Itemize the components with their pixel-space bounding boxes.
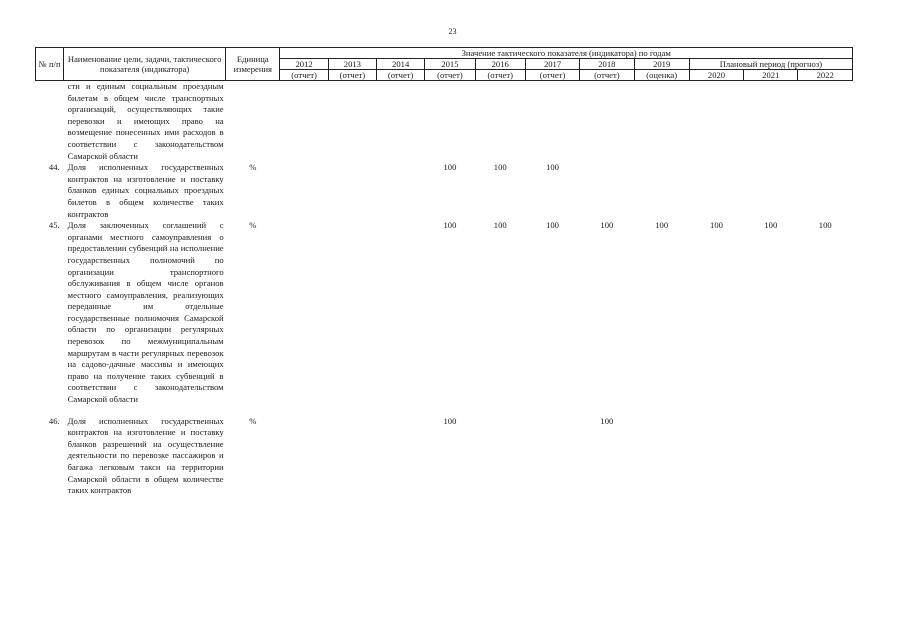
row-unit: % <box>249 162 257 173</box>
row-value <box>744 162 798 220</box>
row-indicator-name: Доля исполненных государственных контрактов на изготовление и поставку бланков разрешений на осуществление деятельности по перевозке пассажиров и багажа легковым такси на территории Самарской области в общем количестве таких контрактов <box>67 415 224 496</box>
row-value <box>689 416 743 497</box>
page-number: 23 <box>448 27 457 36</box>
row-value <box>328 220 376 406</box>
indicators-table <box>35 47 853 497</box>
row-value <box>280 81 328 163</box>
row-value <box>798 81 853 163</box>
row-value <box>475 81 525 163</box>
row-value <box>377 81 425 163</box>
row-spacer <box>36 406 853 416</box>
row-value <box>328 81 376 163</box>
header-year-kind: (отчет) <box>475 70 525 81</box>
row-value <box>634 416 689 497</box>
header-year: 2018 <box>580 59 634 70</box>
header-year-kind: (отчет) <box>280 70 328 81</box>
row-value <box>525 81 579 163</box>
row-value: 100 <box>546 162 559 173</box>
row-value <box>689 162 743 220</box>
header-year: 2014 <box>377 59 425 70</box>
row-value <box>580 162 634 220</box>
header-year: 2019 <box>634 59 689 70</box>
row-value <box>328 162 376 220</box>
table-row <box>36 162 853 220</box>
row-unit: % <box>249 220 257 231</box>
header-year-kind: (оценка) <box>634 70 689 81</box>
row-value <box>798 416 853 497</box>
row-value <box>689 81 743 163</box>
header-year: 2016 <box>475 59 525 70</box>
row-value <box>634 81 689 163</box>
row-value <box>425 81 475 163</box>
header-year-kind: (отчет) <box>425 70 475 81</box>
row-value: 100 <box>443 220 457 231</box>
row-value: 100 <box>764 220 778 231</box>
header-plan-year: 2020 <box>689 70 743 81</box>
row-value: 100 <box>443 415 457 426</box>
row-value: 100 <box>443 162 457 173</box>
header-year: 2017 <box>525 59 579 70</box>
table-row <box>36 220 853 406</box>
row-value <box>280 162 328 220</box>
header-year: 2013 <box>328 59 376 70</box>
row-value <box>744 416 798 497</box>
spacer-cell <box>36 406 853 416</box>
header-plan-year: 2022 <box>798 70 853 81</box>
header-name: Наименование цели, задачи, тактического показателя (индикатора) <box>64 48 226 81</box>
row-indicator-name: Доля исполненных государственных контрактов на изготовление и поставку бланков единых социальных проездных билетов в общем количестве таких контрактов <box>67 162 224 219</box>
row-value: 100 <box>546 220 559 231</box>
row-unit: % <box>249 415 257 426</box>
header-year: 2015 <box>425 59 475 70</box>
header-no: № п/п <box>36 48 64 81</box>
row-value <box>377 220 425 406</box>
row-value <box>328 416 376 497</box>
row-number <box>36 81 64 163</box>
row-value: 100 <box>493 220 507 231</box>
header-year-kind: (отчет) <box>525 70 579 81</box>
row-number: 46. <box>48 415 60 426</box>
header-values-group: Значение тактического показателя (индикатора) по годам <box>280 48 853 59</box>
row-value: 100 <box>710 220 723 231</box>
header-year-kind: (отчет) <box>328 70 376 81</box>
header-year-kind: (отчет) <box>377 70 425 81</box>
row-indicator-name: сти и единым социальным проездным билетам в общем числе транспортных организаций, осуществляющих такие перевозки и имеющих право на возмещение понесенных ими расходов в соответствии с законодательством Самарской области <box>67 81 224 161</box>
row-value: 100 <box>493 162 507 173</box>
row-value <box>744 81 798 163</box>
header-plan-year: 2021 <box>744 70 798 81</box>
table-row <box>36 416 853 497</box>
header-plan-group: Плановый период (прогноз) <box>689 59 852 70</box>
row-value <box>280 416 328 497</box>
row-indicator-name: Доля заключенных соглашений с органами местного самоуправления о предоставлении субвенций на исполнение государственных полномочий по организации транспортного обслуживания в общем числе органов местного самоуправления, реализующих переданные им отдельные государственные полномочия Самарской области по организации регулярных перевозок по межмуниципальным маршрутам в части регулярных перевозок на садово-дачные массивы и имеющих право на получение таких субвенций в соответствии с законодательством Самарской области <box>67 220 224 405</box>
row-number: 44. <box>48 162 60 173</box>
row-unit <box>226 81 280 163</box>
row-value: 100 <box>600 415 614 426</box>
row-value <box>634 162 689 220</box>
row-value <box>377 416 425 497</box>
row-value <box>798 162 853 220</box>
table-body <box>36 81 853 497</box>
row-value <box>475 416 525 497</box>
header-year-kind: (отчет) <box>580 70 634 81</box>
table-header <box>36 48 853 81</box>
row-number: 45. <box>48 220 60 231</box>
row-value: 100 <box>600 220 614 231</box>
row-value <box>280 220 328 406</box>
row-value <box>525 416 579 497</box>
table-row <box>36 81 853 163</box>
row-value: 100 <box>655 220 669 231</box>
header-year: 2012 <box>280 59 328 70</box>
header-unit: Единица измерения <box>226 48 280 81</box>
row-value <box>580 81 634 163</box>
row-value <box>377 162 425 220</box>
row-value: 100 <box>818 220 832 231</box>
